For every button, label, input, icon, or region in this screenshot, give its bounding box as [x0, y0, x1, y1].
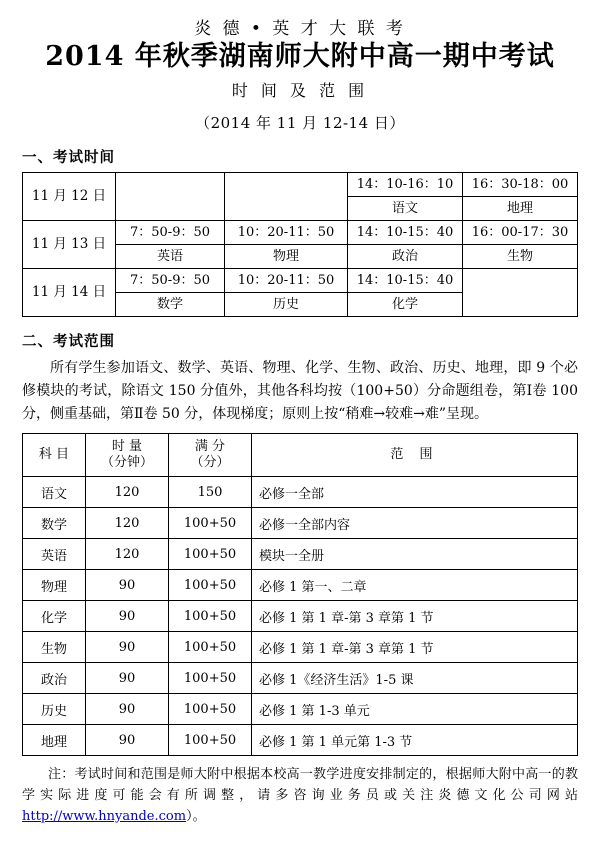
- exam-slot-subject: 历史: [225, 293, 348, 317]
- scope-score: 100+50: [169, 694, 252, 725]
- table-row: [23, 601, 578, 632]
- scope-subject: 政治: [23, 663, 86, 694]
- exam-slot-subject: 英语: [116, 245, 225, 269]
- table-row: [23, 725, 578, 756]
- scope-duration: 120: [86, 477, 169, 508]
- scope-score: 100+50: [169, 508, 252, 539]
- header-subject: 科 目: [23, 434, 86, 477]
- scope-subject: 英语: [23, 539, 86, 570]
- scope-paragraph: 所有学生参加语文、数学、英语、物理、化学、生物、政治、历史、地理，即 9 个必修模块的考试，除语文 150 分值外，其他各科均按（100+50）分命题组卷，第Ⅰ卷 100 分，侧重基础，第Ⅱ卷 50 分，体现梯度；原则上按“稍难→较难→难”呈现。: [22, 360, 578, 422]
- header-duration-line2: （分钟）: [100, 455, 153, 471]
- scope-score: 100+50: [169, 725, 252, 756]
- scope-duration: 90: [86, 663, 169, 694]
- exam-slot-subject: 化学: [348, 293, 463, 317]
- exam-slot-time: 16：30-18：00: [463, 173, 578, 197]
- exam-slot-time: 10：20-11：50: [225, 221, 348, 245]
- header-duration: [86, 434, 169, 477]
- exam-slot-time: 7：50-9：50: [116, 221, 225, 245]
- scope-score: 100+50: [169, 539, 252, 570]
- scope-score: 100+50: [169, 570, 252, 601]
- exam-day-label: 11 月 13 日: [23, 221, 116, 269]
- scope-range: 必修 1 第 1 章-第 3 章第 1 节: [252, 632, 578, 663]
- note-text-end: ）。: [186, 809, 206, 824]
- exam-slot-time: 14：10-16：10: [348, 173, 463, 197]
- scope-duration: 90: [86, 632, 169, 663]
- table-row: [23, 508, 578, 539]
- scope-range: 必修一全部: [252, 477, 578, 508]
- exam-slot-subject: 生物: [463, 245, 578, 269]
- scope-subject: 生物: [23, 632, 86, 663]
- scope-duration: 90: [86, 601, 169, 632]
- scope-range: 必修 1 第 1-3 单元: [252, 694, 578, 725]
- scope-subject: 地理: [23, 725, 86, 756]
- table-row: [23, 663, 578, 694]
- scope-score: 100+50: [169, 601, 252, 632]
- table-row: [23, 539, 578, 570]
- scope-range: 必修 1 第 1 章-第 3 章第 1 节: [252, 601, 578, 632]
- scope-score: 100+50: [169, 632, 252, 663]
- table-row: [23, 221, 578, 245]
- exam-slot-time: 16：00-17：30: [463, 221, 578, 245]
- exam-slot-empty: [225, 173, 348, 221]
- scope-subject: 历史: [23, 694, 86, 725]
- table-row: [23, 269, 578, 293]
- scope-range: 模块一全册: [252, 539, 578, 570]
- brand-line: 炎 德 • 英 才 大 联 考: [194, 19, 406, 39]
- website-link[interactable]: http://www.hnyande.com: [22, 809, 187, 824]
- exam-slot-empty: [116, 173, 225, 221]
- exam-slot-time: 7：50-9：50: [116, 269, 225, 293]
- scope-range: 必修一全部内容: [252, 508, 578, 539]
- header-range: 范 围: [252, 434, 578, 477]
- scope-duration: 90: [86, 570, 169, 601]
- table-row: [23, 173, 578, 197]
- header-score-line1: 满 分: [194, 439, 226, 455]
- scope-range: 必修 1《经济生活》1-5 课: [252, 663, 578, 694]
- section-heading-exam-scope: 二、考试范围: [22, 333, 115, 351]
- scope-subject: 数学: [23, 508, 86, 539]
- table-row: [23, 694, 578, 725]
- note-text: 注：考试时间和范围是师大附中根据本校高一教学进度安排制定的，根据师大附中高一的教学实际进度可能会有所调整，请多咨询业务员或关注炎德文化公司网站: [22, 767, 578, 804]
- exam-time-table: [22, 172, 578, 317]
- table-row: [23, 477, 578, 508]
- scope-table: [22, 433, 578, 756]
- scope-duration: 120: [86, 539, 169, 570]
- exam-slot-subject: 数学: [116, 293, 225, 317]
- exam-slot-time: 14：10-15：40: [348, 269, 463, 293]
- scope-range: 必修 1 第 1 单元第 1-3 节: [252, 725, 578, 756]
- exam-slot-time: 10：20-11：50: [225, 269, 348, 293]
- scope-duration: 90: [86, 694, 169, 725]
- scope-score: 150: [169, 477, 252, 508]
- section-heading-exam-time: 一、考试时间: [22, 149, 115, 167]
- scope-duration: 90: [86, 725, 169, 756]
- exam-day-label: 11 月 12 日: [23, 173, 116, 221]
- exam-slot-time: 14：10-15：40: [348, 221, 463, 245]
- table-row: [23, 570, 578, 601]
- exam-slot-subject: 地理: [463, 197, 578, 221]
- scope-duration: 120: [86, 508, 169, 539]
- exam-slot-empty: [463, 269, 578, 317]
- scope-subject: 物理: [23, 570, 86, 601]
- scope-subject: 化学: [23, 601, 86, 632]
- exam-slot-subject: 政治: [348, 245, 463, 269]
- page-title: 2014 年秋季湖南师大附中高一期中考试: [45, 41, 555, 72]
- header-duration-line1: 时 量: [111, 439, 143, 455]
- scope-score: 100+50: [169, 663, 252, 694]
- table-row: [23, 632, 578, 663]
- exam-slot-subject: 物理: [225, 245, 348, 269]
- exam-slot-subject: 语文: [348, 197, 463, 221]
- header-score: [169, 434, 252, 477]
- exam-day-label: 11 月 14 日: [23, 269, 116, 317]
- page-subtitle: 时 间 及 范 围: [231, 81, 369, 101]
- scope-subject: 语文: [23, 477, 86, 508]
- header-score-line2: （分）: [190, 455, 230, 471]
- exam-date-range: （2014 年 11 月 12-14 日）: [195, 114, 405, 133]
- footer-note: [22, 765, 578, 827]
- scope-range: 必修 1 第一、二章: [252, 570, 578, 601]
- table-header-row: [23, 434, 578, 477]
